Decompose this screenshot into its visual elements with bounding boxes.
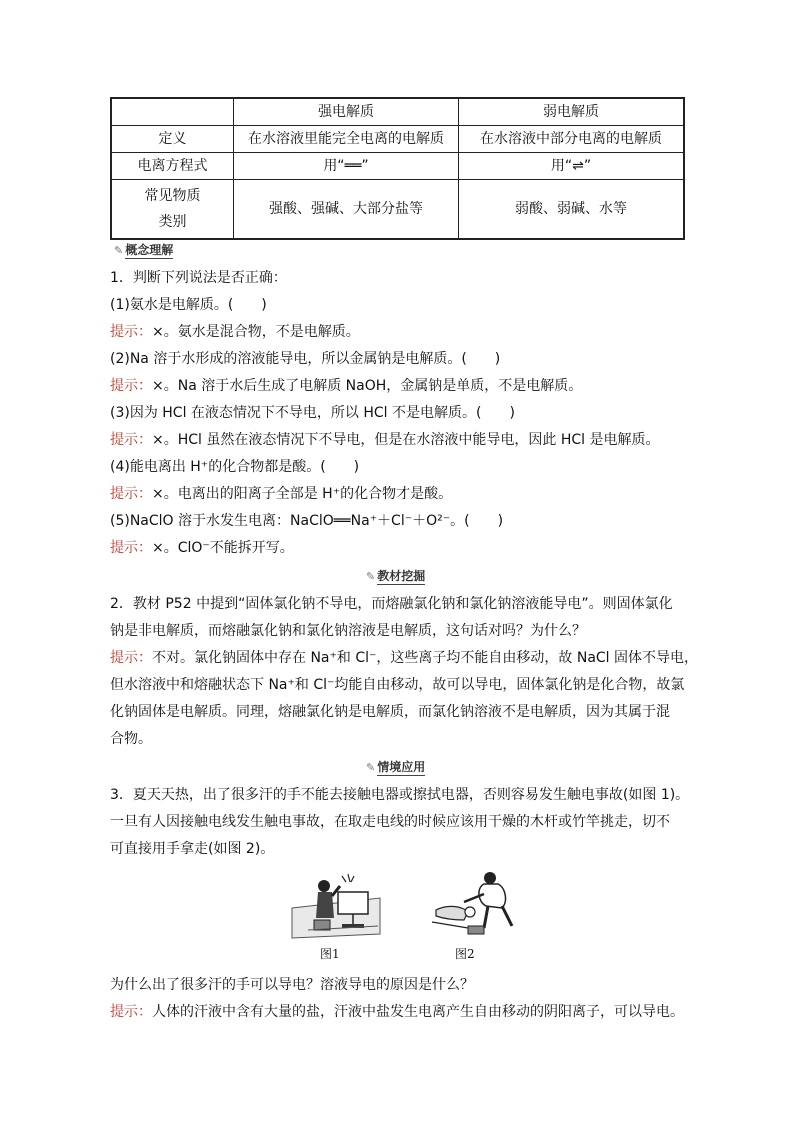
question-3-line: 3．夏天天热，出了很多汗的手不能去接触电器或擦拭电器，否则容易发生触电事故(如图 1)。 [110, 787, 690, 803]
pen-icon: ✎ [114, 244, 124, 257]
table-row-label: 电离方程式 [111, 153, 234, 180]
table-row [111, 180, 684, 240]
question-3-line: 一旦有人因接触电线发生触电事故，在取走电线的时候应该用干燥的木杆或竹竿挑走，切不 [110, 814, 670, 830]
hint-label: 提示： [110, 432, 152, 448]
hint-label: 提示： [110, 650, 152, 666]
question-2-line: 钠是非电解质，而熔融氯化钠和氯化钠溶液是电解质，这句话对吗？为什么？ [110, 623, 586, 639]
hint-line: 但水溶液中和熔融状态下 Na⁺和 Cl⁻均能自由移动，故可以导电，固体氯化钠是化合物，故氯 [110, 677, 685, 693]
table-cell: 用“══” [234, 153, 459, 180]
hint-text: ×。Na 溶于水后生成了电解质 NaOH，金属钠是单质，不是电解质。 [152, 378, 583, 394]
table-row [111, 126, 684, 153]
table-cell: 用“⇌” [459, 153, 685, 180]
table-row-label-line: 常见物质 [144, 188, 201, 204]
hint-line [110, 648, 698, 668]
figure-1-illustration [288, 868, 384, 940]
question-item: (4)能电离出 H⁺的化合物都是酸。( ) [110, 459, 360, 475]
question-3-prompt: 为什么出了很多汗的手可以导电？溶液导电的原因是什么？ [110, 977, 474, 993]
hint-text: ×。电离出的阳离子全部是 H⁺的化合物才是酸。 [152, 486, 453, 502]
hint-label: 提示： [110, 378, 152, 394]
hint-label: 提示： [110, 324, 152, 340]
figure-2-caption: 图2 [455, 947, 475, 961]
electrolyte-comparison-table [110, 97, 685, 240]
hint-line [110, 376, 582, 396]
hint-label: 提示： [110, 486, 152, 502]
section-header-textbook [366, 567, 425, 584]
table-header-cell [111, 98, 234, 126]
pen-icon: ✎ [366, 761, 376, 774]
figure-1-caption: 图1 [320, 947, 340, 961]
table-row-label: 定义 [111, 126, 234, 153]
table-cell: 强酸、强碱、大部分盐等 [234, 180, 459, 240]
hint-label: 提示： [110, 540, 152, 556]
hint-line [110, 538, 294, 558]
hint-text: 不对。氯化钠固体中存在 Na⁺和 Cl⁻，这些离子均不能自由移动，故 NaCl 固体不导电， [152, 650, 699, 666]
hint-text: 人体的汗液中含有大量的盐，汗液中盐发生电离产生自由移动的阴阳离子，可以导电。 [152, 1004, 684, 1020]
table-cell: 在水溶液里能完全电离的电解质 [234, 126, 459, 153]
figure-2-illustration [428, 866, 524, 938]
hint-line [110, 322, 360, 342]
hint-text: ×。ClO⁻不能拆开写。 [152, 540, 294, 556]
question-item: (2)Na 溶于水形成的溶液能导电，所以金属钠是电解质。( ) [110, 351, 501, 367]
section-header-scenario [366, 758, 425, 775]
table-header-row [111, 98, 684, 126]
pen-icon: ✎ [366, 570, 376, 583]
table-row [111, 153, 684, 180]
question-3-line: 可直接用手拿走(如图 2)。 [110, 841, 275, 857]
question-2-line: 2．教材 P52 中提到“固体氯化钠不导电，而熔融氯化钠和氯化钠溶液能导电”。则固体氯化 [110, 596, 673, 612]
hint-line: 化钠固体是电解质。同理，熔融氯化钠是电解质，而氯化钠溶液不是电解质，因为其属于混 [110, 704, 670, 720]
hint-line [110, 1002, 684, 1022]
table-row-label-line: 类别 [158, 214, 187, 230]
table-header-cell: 弱电解质 [459, 98, 685, 126]
hint-line [110, 484, 452, 504]
section-header-concept [114, 241, 173, 258]
hint-line [110, 430, 659, 450]
table-cell: 在水溶液中部分电离的电解质 [459, 126, 685, 153]
question-item: (3)因为 HCl 在液态情况下不导电，所以 HCl 不是电解质。( ) [110, 405, 515, 421]
table-cell: 弱酸、弱碱、水等 [459, 180, 685, 240]
table-row-label [111, 180, 234, 240]
section-label: 概念理解 [125, 243, 174, 257]
question-item: (1)氨水是电解质。( ) [110, 297, 267, 313]
question-1-stem: 1．判断下列说法是否正确： [110, 270, 287, 286]
question-item: (5)NaClO 溶于水发生电离：NaClO══Na⁺＋Cl⁻＋O²⁻。( ) [110, 513, 504, 529]
hint-text: ×。氨水是混合物，不是电解质。 [152, 324, 360, 340]
hint-label: 提示： [110, 1004, 152, 1020]
hint-line: 合物。 [110, 731, 152, 747]
section-label: 教材挖掘 [377, 569, 426, 583]
table-header-cell: 强电解质 [234, 98, 459, 126]
hint-text: ×。HCl 虽然在液态情况下不导电，但是在水溶液中能导电，因此 HCl 是电解质。 [152, 432, 660, 448]
section-label: 情境应用 [377, 760, 426, 774]
